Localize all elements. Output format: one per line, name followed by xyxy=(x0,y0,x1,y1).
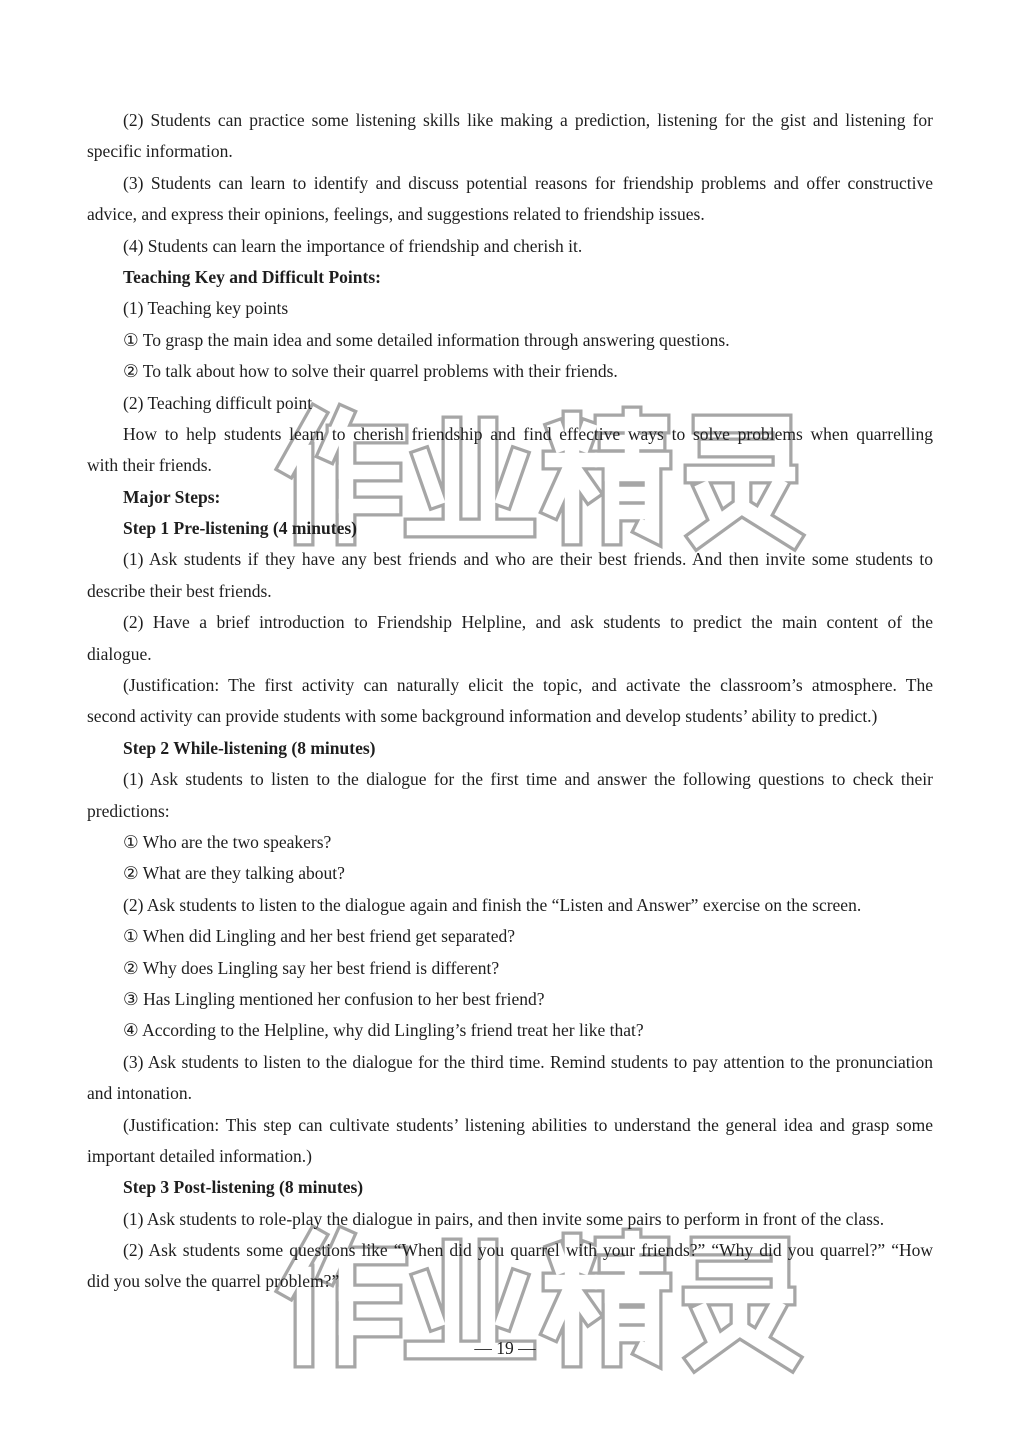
text-line: advice, and express their opinions, feelings, and suggestions related to friendship issues. xyxy=(87,204,705,225)
text-line: (1) Ask students to listen to the dialogue for the first time and answer the following questions to check their xyxy=(123,769,933,790)
text-line: How to help students learn to cherish friendship and find effective ways to solve problems when quarrelling xyxy=(123,423,933,444)
step-title: Step 2 While-listening (8 minutes) xyxy=(123,737,376,758)
objective-item xyxy=(87,168,933,231)
section-heading: Major Steps: xyxy=(123,486,221,507)
list-item: ① Who are the two speakers? xyxy=(123,831,332,852)
text-line: important detailed information.) xyxy=(87,1145,313,1166)
paragraph xyxy=(87,544,933,607)
list-item: ② Why does Lingling say her best friend is different? xyxy=(123,957,500,978)
paragraph xyxy=(87,1047,933,1110)
text-line: dialogue. xyxy=(87,643,152,664)
paragraph xyxy=(87,1235,933,1298)
subsection-label: (1) Teaching key points xyxy=(123,298,289,319)
list-item: ③ Has Lingling mentioned her confusion to her best friend? xyxy=(123,988,545,1009)
text-line: (1) Ask students if they have any best friends and who are their best friends. And then invite some students to xyxy=(123,549,933,570)
objective-item xyxy=(87,231,933,262)
list-item: ② To talk about how to solve their quarrel problems with their friends. xyxy=(123,361,618,382)
text-line: (3) Ask students to listen to the dialogue for the third time. Remind students to pay attention to the pronunciation xyxy=(123,1051,933,1072)
text-line: did you solve the quarrel problem?” xyxy=(87,1271,340,1292)
paragraph xyxy=(87,670,933,733)
list-item: ② What are they talking about? xyxy=(123,863,345,884)
list-item: ① To grasp the main idea and some detailed information through answering questions. xyxy=(123,329,730,350)
text-line: and intonation. xyxy=(87,1083,192,1104)
paragraph xyxy=(87,764,933,827)
step-title: Step 3 Post-listening (8 minutes) xyxy=(123,1177,364,1198)
text-line: specific information. xyxy=(87,141,233,162)
paragraph: (1) Ask students to role-play the dialogue in pairs, and then invite some pairs to perform in front of the class. xyxy=(123,1208,885,1229)
paragraph xyxy=(87,419,933,482)
text-line: (2) Have a brief introduction to Friendship Helpline, and ask students to predict the main content of the xyxy=(123,612,933,633)
text-line: (2) Students can practice some listening skills like making a prediction, listening for the gist and listening for xyxy=(123,110,933,130)
text-line: second activity can provide students with some background information and develop students’ ability to predict.) xyxy=(87,706,878,727)
paragraph xyxy=(87,607,933,670)
subsection-label: (2) Teaching difficult point xyxy=(123,392,313,413)
text-line: with their friends. xyxy=(87,455,212,476)
text-line: (3) Students can learn to identify and discuss potential reasons for friendship problems and offer constructive xyxy=(123,172,933,193)
text-line: (Justification: The first activity can naturally elicit the topic, and activate the classroom’s atmosphere. The xyxy=(123,675,933,696)
text-line: (4) Students can learn the importance of friendship and cherish it. xyxy=(123,235,583,256)
step-title: Step 1 Pre-listening (4 minutes) xyxy=(123,518,357,539)
document-body xyxy=(87,105,933,1298)
paragraph xyxy=(87,1110,933,1173)
list-item: ① When did Lingling and her best friend get separated? xyxy=(123,926,515,947)
objective-item xyxy=(87,105,933,168)
page-number: — 19 — xyxy=(474,1338,536,1358)
list-item: ④ According to the Helpline, why did Lingling’s friend treat her like that? xyxy=(123,1020,644,1041)
text-line: predictions: xyxy=(87,800,170,821)
text-line: describe their best friends. xyxy=(87,580,272,601)
paragraph: (2) Ask students to listen to the dialogue again and finish the “Listen and Answer” exercise on the screen. xyxy=(123,894,862,915)
section-heading: Teaching Key and Difficult Points: xyxy=(123,266,381,287)
text-line: (2) Ask students some questions like “When did you quarrel with your friends?” “Why did you quarrel?” “How xyxy=(123,1240,933,1261)
text-line: (Justification: This step can cultivate students’ listening abilities to understand the general idea and grasp some xyxy=(123,1114,933,1135)
